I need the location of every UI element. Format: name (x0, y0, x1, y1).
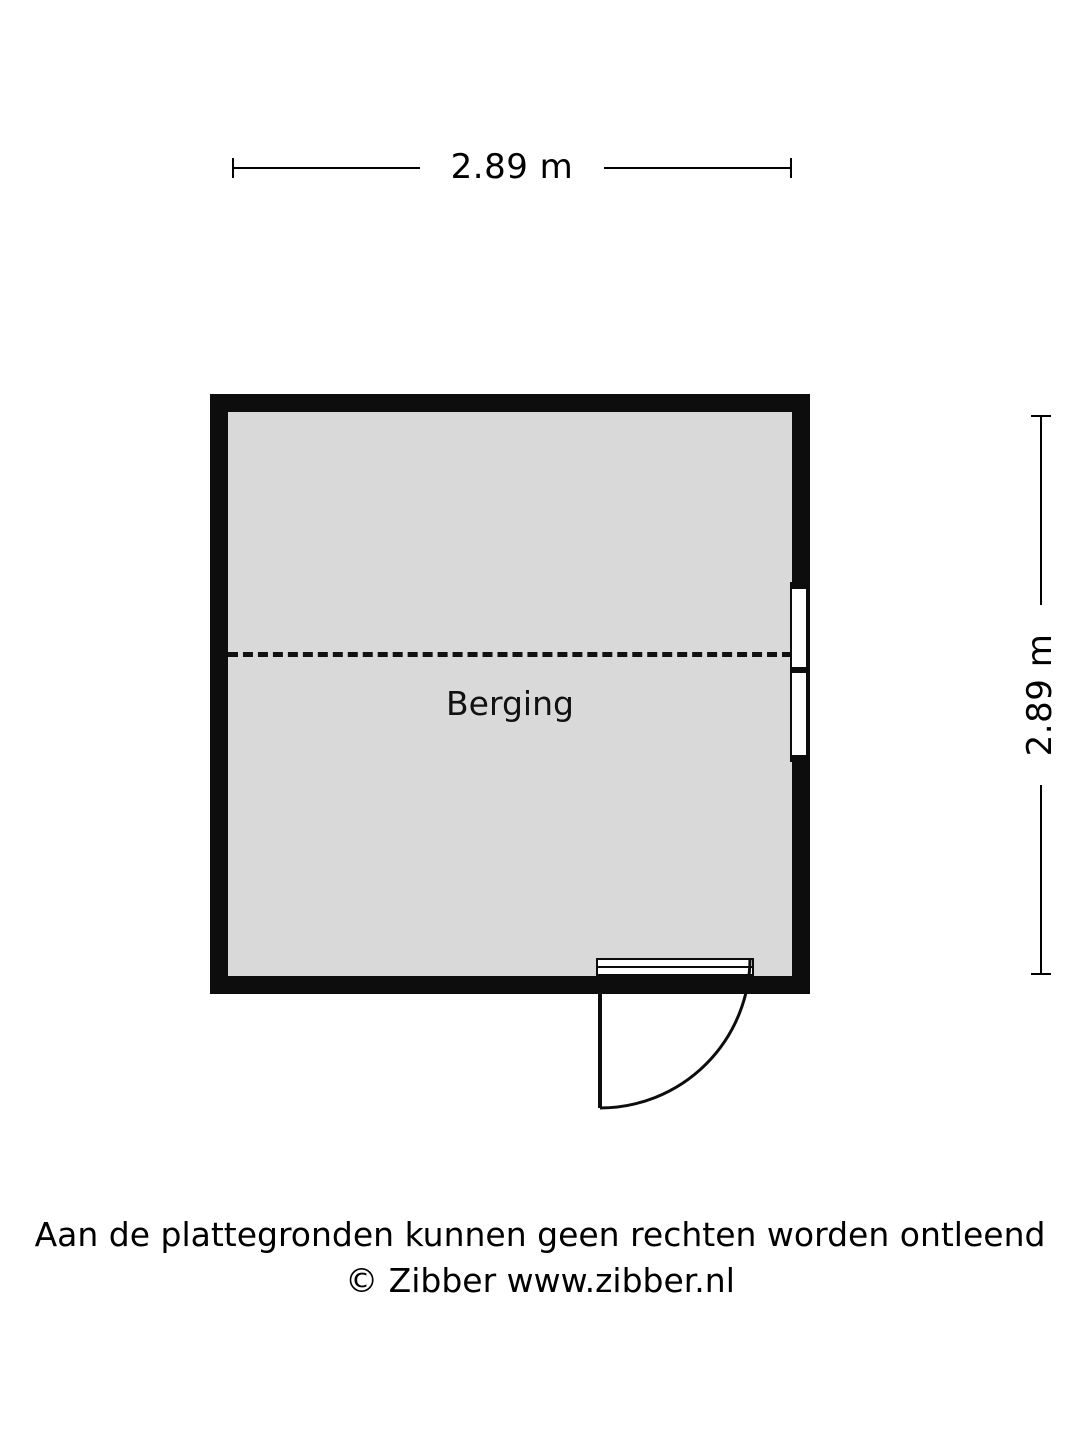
dimension-right-line-bottom (1040, 785, 1042, 975)
dimension-right-label: 2.89 m (1020, 633, 1060, 757)
room-label-berging: Berging (446, 684, 574, 723)
dashed-divider-line (228, 652, 792, 657)
disclaimer-line-1: Aan de plattegronden kunnen geen rechten worden ontleend (34, 1215, 1046, 1254)
window-mullion (790, 667, 808, 673)
window-icon-right-wall (790, 582, 808, 762)
door-leaf (598, 976, 602, 1108)
floor-plan (210, 394, 810, 994)
dimension-top-label: 2.89 m (450, 147, 574, 187)
dimension-top (232, 142, 792, 192)
door-swing-arc-icon (598, 956, 758, 1116)
disclaimer (0, 1212, 1080, 1304)
door-swing (598, 976, 756, 1116)
disclaimer-line-2: © Zibber www.zibber.nl (345, 1261, 735, 1300)
dimension-right-line-top (1040, 415, 1042, 605)
dimension-right (1010, 415, 1070, 975)
